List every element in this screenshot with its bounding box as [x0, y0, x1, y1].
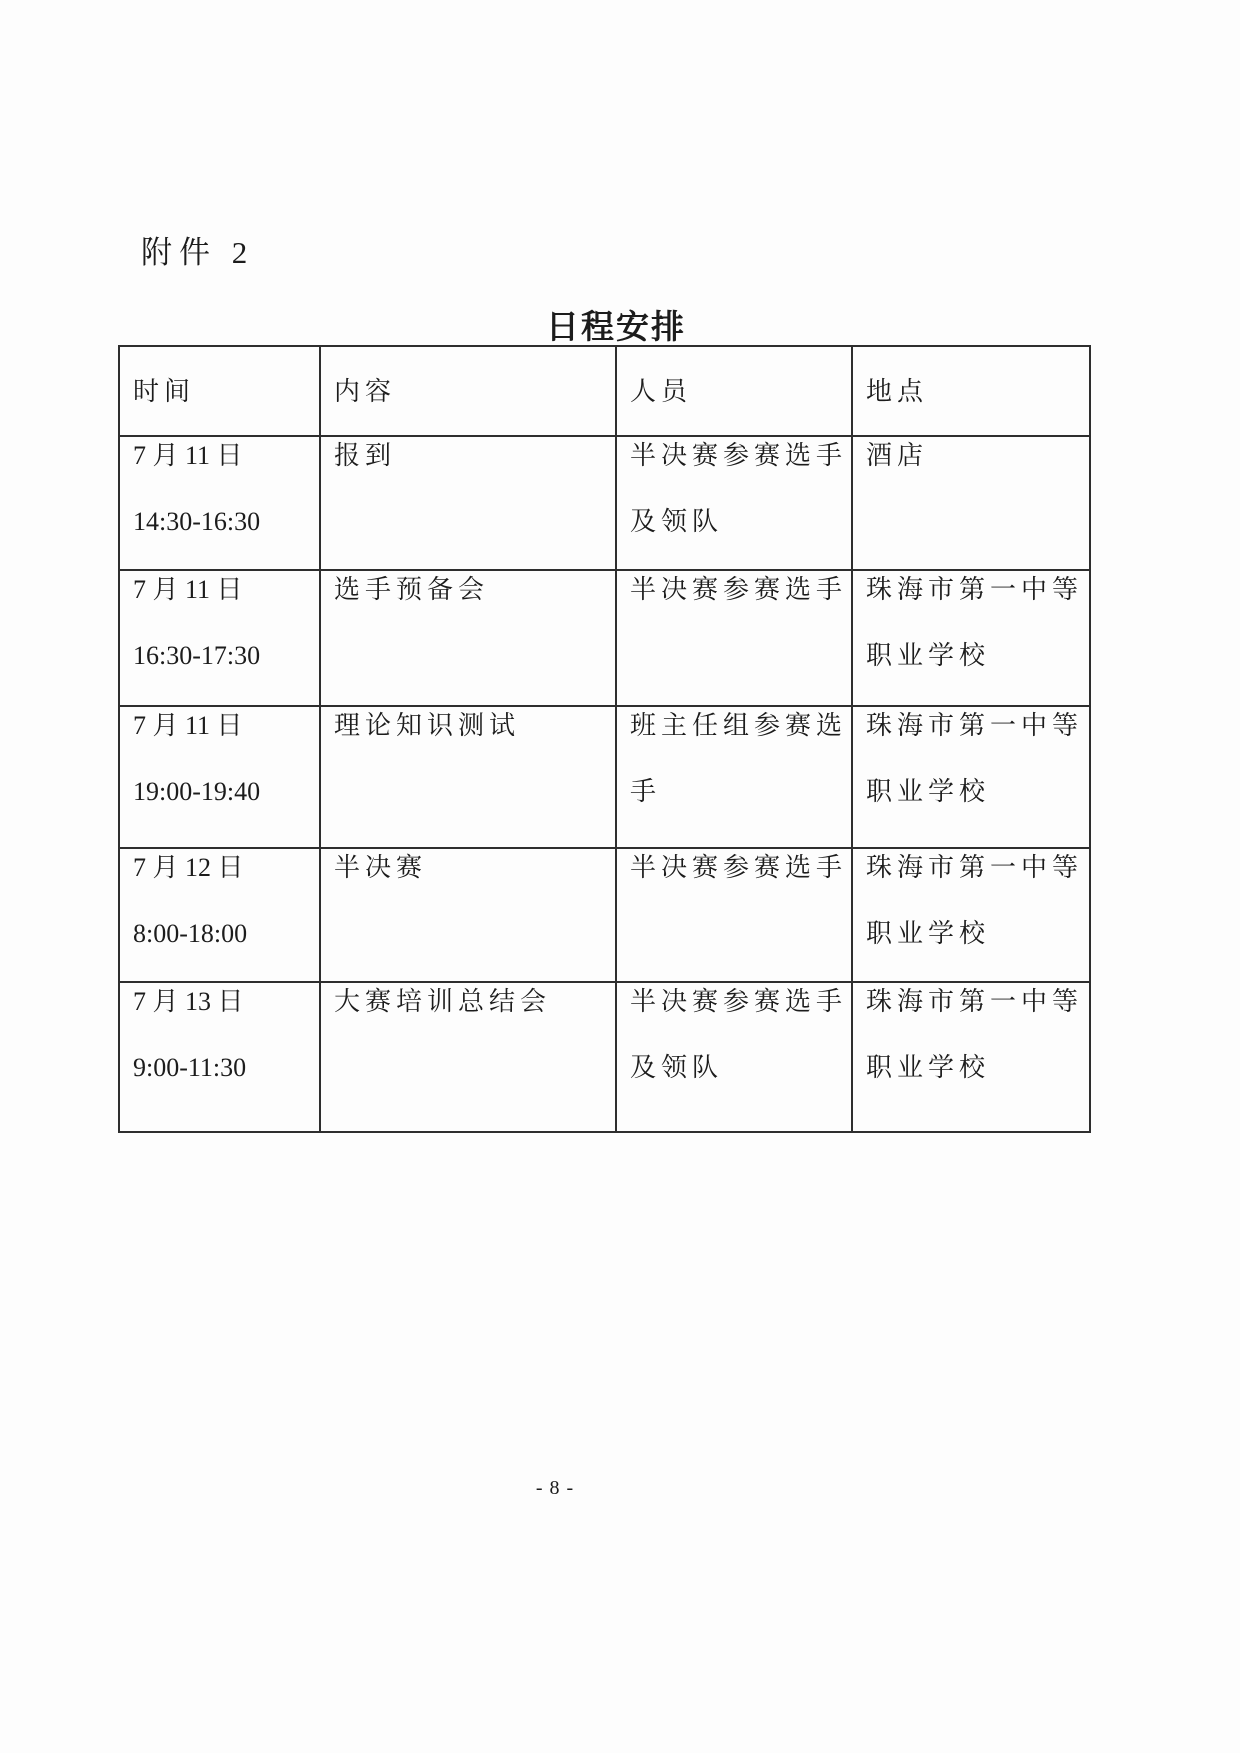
cell-personnel: [616, 706, 852, 848]
cell-location: [852, 982, 1090, 1132]
cell-content: [320, 706, 616, 848]
column-header-time-label: 时间: [133, 377, 196, 406]
personnel-line-2: 手: [630, 777, 662, 806]
content-line-2: [334, 503, 611, 569]
personnel-line-1: 半决赛参赛选手: [630, 575, 848, 604]
time-line-1: 7 月 11 日: [133, 575, 243, 604]
column-header-location-label: 地点: [866, 377, 929, 406]
location-line-2: [866, 503, 1085, 569]
cell-time: [119, 570, 320, 706]
table-header-row: [119, 346, 1090, 436]
content-line-1: 理论知识测试: [334, 711, 521, 740]
content-line-1: 报到: [334, 441, 397, 470]
personnel-line-2: 及领队: [630, 1053, 724, 1082]
column-header-personnel: [616, 346, 852, 436]
personnel-line-1: 半决赛参赛选手: [630, 441, 848, 470]
cell-time: [119, 706, 320, 848]
personnel-line-1: 半决赛参赛选手: [630, 987, 848, 1016]
cell-content: [320, 436, 616, 570]
column-header-location: [852, 346, 1090, 436]
cell-personnel: [616, 436, 852, 570]
content-line-1: 选手预备会: [334, 575, 490, 604]
cell-content: [320, 570, 616, 706]
table-row: [119, 436, 1090, 570]
time-line-2: 19:00-19:40: [133, 777, 261, 806]
cell-personnel: [616, 570, 852, 706]
location-line-1: 珠海市第一中等: [866, 853, 1084, 882]
location-line-1: 酒店: [866, 441, 929, 470]
content-line-1: 大赛培训总结会: [334, 987, 552, 1016]
location-line-2: 职业学校: [866, 1053, 991, 1082]
cell-location: [852, 570, 1090, 706]
time-line-2: 9:00-11:30: [133, 1053, 247, 1082]
location-line-2: 职业学校: [866, 777, 991, 806]
content-line-2: [334, 637, 611, 703]
content-line-2: [334, 773, 611, 839]
cell-personnel: [616, 982, 852, 1132]
column-header-time: [119, 346, 320, 436]
cell-location: [852, 848, 1090, 982]
table-row: [119, 848, 1090, 982]
cell-time: [119, 436, 320, 570]
time-line-1: 7 月 13 日: [133, 987, 244, 1016]
table-row: [119, 982, 1090, 1132]
schedule-table: [118, 345, 1091, 1133]
column-header-content-label: 内容: [334, 377, 397, 406]
time-line-2: 8:00-18:00: [133, 919, 248, 948]
cell-location: [852, 706, 1090, 848]
time-line-2: 16:30-17:30: [133, 641, 261, 670]
page-title: 日程安排: [546, 307, 686, 346]
cell-content: [320, 982, 616, 1132]
column-header-content: [320, 346, 616, 436]
content-line-2: [334, 1049, 611, 1115]
personnel-line-1: 半决赛参赛选手: [630, 853, 848, 882]
attachment-label: 附件 2: [141, 235, 255, 270]
cell-location: [852, 436, 1090, 570]
cell-time: [119, 982, 320, 1132]
table-row: [119, 570, 1090, 706]
time-line-2: 14:30-16:30: [133, 507, 261, 536]
location-line-1: 珠海市第一中等: [866, 711, 1084, 740]
location-line-1: 珠海市第一中等: [866, 987, 1084, 1016]
personnel-line-2: [630, 637, 847, 703]
content-line-1: 半决赛: [334, 853, 428, 882]
time-line-1: 7 月 12 日: [133, 853, 244, 882]
time-line-1: 7 月 11 日: [133, 441, 243, 470]
page-number: - 8 -: [535, 1477, 575, 1499]
cell-personnel: [616, 848, 852, 982]
location-line-2: 职业学校: [866, 919, 991, 948]
location-line-1: 珠海市第一中等: [866, 575, 1084, 604]
table-row: [119, 706, 1090, 848]
content-line-2: [334, 915, 611, 981]
location-line-2: 职业学校: [866, 641, 991, 670]
personnel-line-1: 班主任组参赛选: [630, 711, 848, 740]
column-header-personnel-label: 人员: [630, 377, 693, 406]
personnel-line-2: [630, 915, 847, 981]
cell-content: [320, 848, 616, 982]
time-line-1: 7 月 11 日: [133, 711, 243, 740]
cell-time: [119, 848, 320, 982]
personnel-line-2: 及领队: [630, 507, 724, 536]
